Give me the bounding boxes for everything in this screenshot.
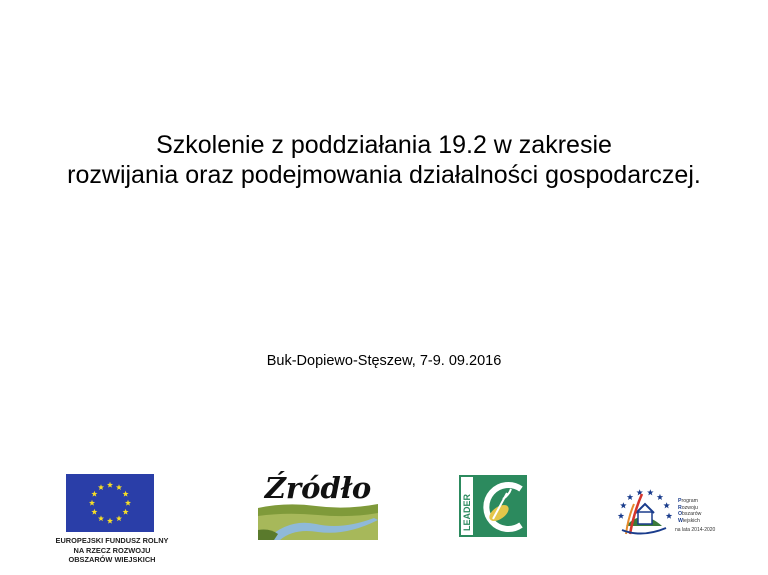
zrodlo-landscape-icon: [256, 468, 380, 542]
prow-line-2: Rozwoju: [678, 504, 698, 511]
eu-caption-line-2: NA RZECZ ROZWOJU: [73, 545, 151, 555]
prow-text: [678, 498, 701, 524]
slide-subtitle: Buk-Dopiewo-Stęszew, 7-9. 09.2016: [266, 353, 502, 369]
title-line-1: Szkolenie z poddziałania 19.2 w zakresie: [156, 131, 612, 159]
prow-star-icon: [620, 502, 626, 508]
leader-wordmark: LEADER: [462, 493, 472, 531]
eu-eafrd-logo: [38, 474, 186, 565]
eu-caption: [38, 536, 186, 565]
prow-emblem-icon: [612, 482, 674, 538]
eu-caption-line-1: EUROPEJSKI FUNDUSZ ROLNY: [55, 536, 169, 545]
prow-star-icon: [657, 494, 663, 500]
prow-years: na lata 2014-2020: [675, 527, 716, 533]
prow-line-1: Program: [678, 498, 698, 504]
leader-logo: [459, 475, 527, 537]
zrodlo-wordmark: Źródło: [264, 471, 372, 505]
leader-emblem-icon: [459, 475, 527, 537]
prow-star-icon: [647, 489, 653, 495]
eu-flag-icon: [66, 474, 154, 532]
zrodlo-lgd-logo: [256, 468, 380, 542]
prow-star-icon: [666, 513, 672, 519]
title-line-2: rozwijania oraz podejmowania działalności gospodarczej.: [67, 161, 701, 189]
prow-star-icon: [627, 494, 633, 500]
slide-title: [0, 130, 768, 190]
prow-line-3: Obszarów: [678, 511, 702, 518]
eu-caption-line-3: OBSZARÓW WIEJSKICH: [68, 555, 156, 565]
prow-star-icon: [663, 502, 669, 508]
prow-line-4: Wiejskich: [678, 517, 700, 524]
prow-2014-2020-logo: [612, 482, 722, 538]
prow-star-icon: [618, 513, 624, 519]
